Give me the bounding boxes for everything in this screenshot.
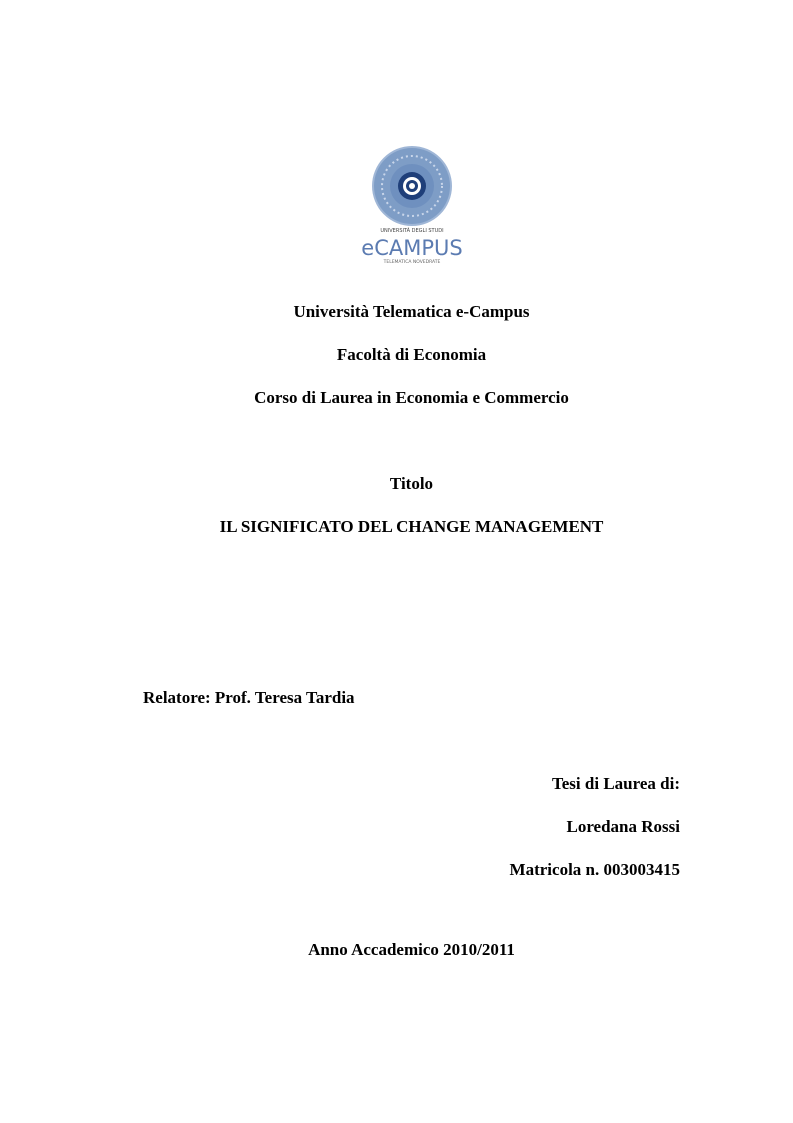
author-name: Loredana Rossi	[566, 817, 680, 836]
logo-tagline: TELEMATICA NOVEDRATE	[383, 260, 441, 265]
thesis-title: IL SIGNIFICATO DEL CHANGE MANAGEMENT	[219, 517, 604, 536]
ecampus-seal-icon	[355, 145, 470, 269]
university-logo	[355, 145, 470, 269]
faculty-name: Facoltà di Economia	[336, 345, 487, 364]
logo-brand: eCAMPUS	[361, 236, 463, 260]
title-label: Titolo	[389, 474, 434, 493]
course-name: Corso di Laurea in Economia e Commercio	[254, 388, 569, 407]
student-id: Matricola n. 003003415	[509, 860, 680, 879]
supervisor: Relatore: Prof. Teresa Tardia	[143, 688, 355, 707]
university-name: Università Telematica e-Campus	[293, 302, 530, 321]
logo-top-text: UNIVERSITÀ DEGLI STUDI	[380, 228, 444, 234]
thesis-by-label: Tesi di Laurea di:	[551, 774, 680, 793]
academic-year: Anno Accademico 2010/2011	[308, 940, 515, 959]
